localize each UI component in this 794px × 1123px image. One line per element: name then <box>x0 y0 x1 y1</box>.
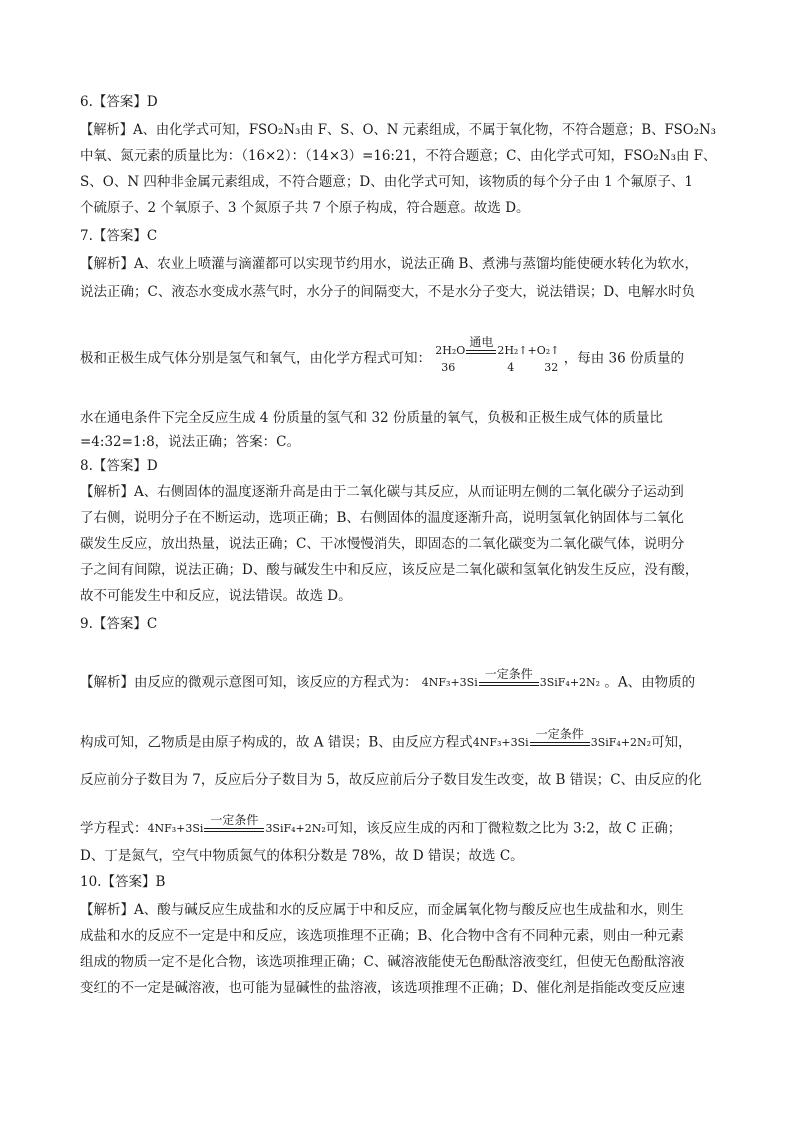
eq-condition-label: 一定条件 <box>484 667 533 681</box>
eq-reactants: 4NF₃+3Si <box>421 676 478 689</box>
q6-line-3: S、O、N 四种非金属元素组成，不符合题意；D、由化学式可知，该物质的每个分子由 1 个氟原子、1 <box>80 174 694 190</box>
reaction-equation-1 <box>422 668 600 698</box>
q7-header: 7.【答案】C <box>80 228 158 244</box>
q9-line-2-prefix: 构成可知，乙物质是由原子构成的，故 A 错误；B、由反应方程式 <box>80 734 473 751</box>
eq-condition <box>204 814 264 844</box>
eq-reactant: 2H₂O <box>435 344 466 357</box>
eq-condition <box>466 336 496 366</box>
eq-products: 3SiF₄+2N₂ <box>539 676 601 689</box>
eq-condition-label: 通电 <box>469 335 494 349</box>
q9-line-4-prefix: 学方程式： <box>80 820 148 837</box>
q7-line-3 <box>80 335 684 374</box>
eq-products: 2H₂↑+O₂↑ <box>497 344 560 357</box>
eq-reactants: 4NF₃+3Si <box>147 822 204 835</box>
eq-condition <box>530 728 590 758</box>
q6-line-2: 中氧、氮元素的质量比为：（16×2）：（14×3）=16:21，不符合题意；C、由化学式可知，FSO₂N₃由 F、 <box>80 148 717 164</box>
mass-water: 36 <box>441 361 456 374</box>
q6-header: 6.【答案】D <box>80 94 158 110</box>
q8-line-3: 碳发生反应，放出热量，说法正确；C、干冰慢慢消失，即固态的二氧化碳变为二氧化碳气体，说明分 <box>80 536 685 552</box>
q7-line-2: 说法正确；C、液态水变成水蒸气时，水分子的间隔变大，不是水分子变大，说法错误；D、电解水时负 <box>80 284 696 300</box>
eq-condition-label: 一定条件 <box>535 727 584 741</box>
q10-line-1: 【解析】A、酸与碱反应生成盐和水的反应属于中和反应，而金属氧化物与酸反应也生成盐和水，则生 <box>80 902 684 918</box>
q9-line-4 <box>80 814 681 844</box>
mass-oxygen: 32 <box>544 361 559 374</box>
q7-line-4: 水在通电条件下完全反应生成 4 份质量的氢气和 32 份质量的氧气，负极和正极生成气体的质量比 <box>80 410 663 426</box>
q9-line-2 <box>80 728 692 758</box>
q8-line-4: 子之间有间隙，说法正确；D、酸与碱发生中和反应，该反应是二氧化碳和氢氧化钠发生反应，没有酸， <box>80 562 699 578</box>
q8-line-2: 了右侧，说明分子在不断运动，选项正确；B、右侧固体的温度逐渐升高，说明氢氧化钠固体与二氧化 <box>80 510 684 526</box>
q9-line-4-suffix: 可知，该反应生成的丙和丁微粒数之比为 3:2，故 C 正确； <box>325 820 682 837</box>
reaction-equation-3 <box>148 814 326 844</box>
eq-condition <box>479 668 539 698</box>
q6-line-4: 个硫原子、2 个氧原子、3 个氮原子共 7 个原子构成，符合题意。故选 D。 <box>80 200 530 216</box>
q9-line-3: 反应前分子数目为 7，反应后分子数目为 5，故反应前后分子数目发生改变，故 B 错误；C、由反应的化 <box>80 772 702 788</box>
q8-line-5: 故不可能发生中和反应，说法错误。故选 D。 <box>80 588 352 604</box>
q7-line-3-suffix: ，每由 36 份质量的 <box>563 350 684 367</box>
q10-header: 10.【答案】B <box>80 874 166 890</box>
q7-line-1: 【解析】A、农业上喷灌与滴灌都可以实现节约用水，说法正确 B、煮沸与蒸馏均能使硬水转化为软水， <box>80 256 698 272</box>
eq-products: 3SiF₄+2N₂ <box>265 822 326 835</box>
q7-line-5: =4:32=1:8，说法正确；答案：C。 <box>80 434 300 450</box>
reaction-equation-2 <box>473 728 651 758</box>
q10-line-3: 组成的物质一定不是化合物，该选项推理正确；C、碱溶液能使无色酚酞溶液变红，但使无色酚酞溶液 <box>80 954 685 970</box>
q6-line-1: 【解析】A、由化学式可知，FSO₂N₃由 F、S、O、N 元素组成，不属于氧化物，不符合题意；B、FSO₂N₃ <box>80 122 716 138</box>
q9-line-1 <box>80 668 695 698</box>
q9-line-5: D、丁是氮气，空气中物质氮气的体积分数是 78%，故 D 错误；故选 C。 <box>80 848 524 864</box>
eq-products: 3SiF₄+2N₂ <box>590 736 652 749</box>
q8-header: 8.【答案】D <box>80 458 158 474</box>
q10-line-4: 变红的不一定是碱溶液，也可能为显碱性的盐溶液，该选项推理不正确；D、催化剂是指能改变反应速 <box>80 980 685 996</box>
q9-header: 9.【答案】C <box>80 616 158 632</box>
eq-condition-label: 一定条件 <box>210 813 259 827</box>
q9-line-2-suffix: 可知， <box>651 734 692 751</box>
q7-line-3-prefix: 极和正极生成气体分别是氢气和氧气，由化学方程式可知： <box>80 350 431 367</box>
q9-line-1-prefix: 【解析】由反应的微观示意图可知，该反应的方程式为： <box>80 674 418 691</box>
mass-hydrogen: 4 <box>507 361 515 374</box>
q8-line-1: 【解析】A、右侧固体的温度逐渐升高是由于二氧化碳与其反应，从而证明左侧的二氧化碳分子运动到 <box>80 484 684 500</box>
q9-line-1-suffix: 。A、由物质的 <box>604 674 696 691</box>
eq-reactants: 4NF₃+3Si <box>472 736 529 749</box>
electrolysis-equation <box>435 335 560 374</box>
q10-line-2: 成盐和水的反应不一定是中和反应，该选项推理不正确；B、化合物中含有不同种元素，则由一种元素 <box>80 928 684 944</box>
